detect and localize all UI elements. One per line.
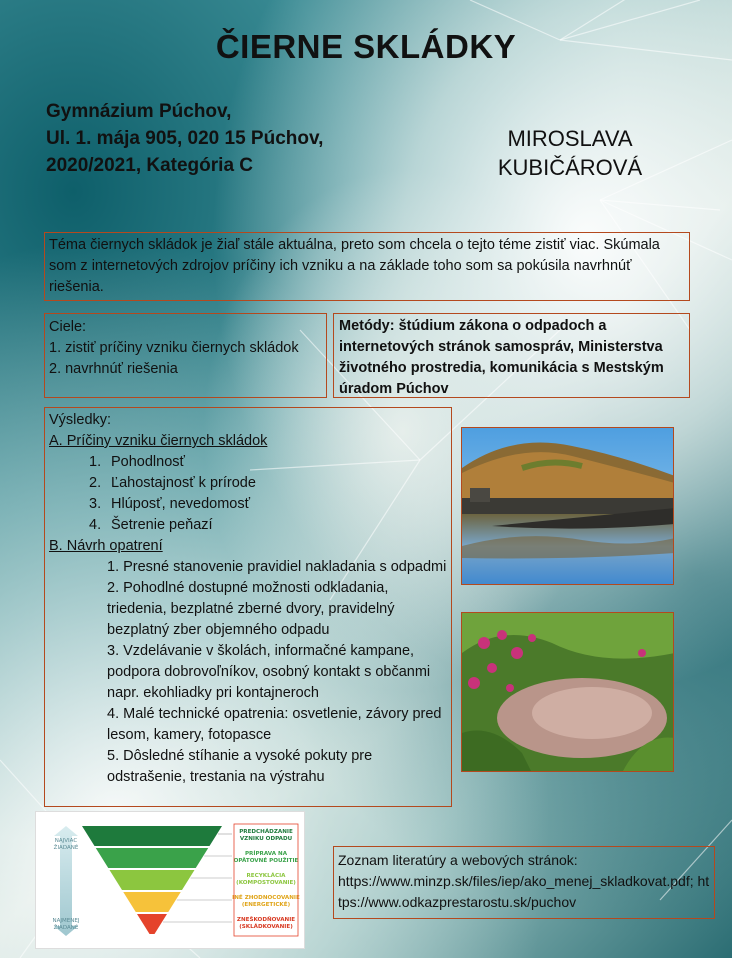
illegal-dump-photo bbox=[461, 612, 674, 772]
pyramid-level-label: (KOMPOSTOVANIE) bbox=[236, 880, 296, 886]
methods-box: Metódy: štúdium zákona o odpadoch a internetových stránok samospráv, Ministerstva životného prostredia, komunikácia s Mestským úradom Púchov bbox=[333, 313, 690, 398]
school-info bbox=[46, 98, 323, 179]
school-line: Gymnázium Púchov, bbox=[46, 101, 232, 122]
pyramid-level-label: (SKLÁDKOVANIE) bbox=[239, 924, 293, 930]
list-item: 3. Hlúposť, nevedomosť bbox=[89, 496, 251, 512]
goals-heading: Ciele: bbox=[49, 319, 87, 335]
pyramid-level-label: PREDCHÁDZANIE bbox=[239, 829, 293, 835]
river-landscape-photo bbox=[461, 427, 674, 585]
pyramid-level bbox=[123, 892, 181, 912]
references-box bbox=[333, 846, 715, 919]
references-heading: Zoznam literatúry a webových stránok: bbox=[338, 852, 578, 868]
pyramid-level-label: INÉ ZHODNOCOVANIE bbox=[232, 895, 300, 901]
author-first-name: MIROSLAVA bbox=[507, 126, 633, 151]
pyramid-level-label: OPÄTOVNÉ POUŽITIE bbox=[233, 858, 299, 864]
goal-item: 2. navrhnúť riešenia bbox=[49, 361, 178, 377]
school-line: Ul. 1. mája 905, 020 15 Púchov, bbox=[46, 128, 324, 149]
arrow-top-label: NAJVIAC bbox=[54, 838, 78, 844]
waste-hierarchy-pyramid bbox=[36, 812, 304, 948]
list-item: 5. Dôsledné stíhanie a vysoké pokuty pre odstrašenie, trestania na výstrahu bbox=[107, 748, 373, 785]
measures-list bbox=[49, 557, 447, 788]
pyramid-level bbox=[96, 848, 209, 868]
causes-heading: A. Príčiny vzniku čiernych skládok bbox=[49, 433, 268, 449]
results-heading: Výsledky: bbox=[49, 412, 112, 428]
arrow-bottom-label: NAJMENEJ bbox=[52, 918, 80, 924]
goals-box bbox=[44, 313, 327, 398]
pyramid-level-label: (ENERGETICKÉ) bbox=[241, 902, 291, 908]
pyramid-level bbox=[82, 826, 222, 846]
intro-box: Téma čiernych skládok je žiaľ stále aktuálna, preto som chcela o tejto téme zistiť viac. Skúmala som z internetových zdrojov príčiny ich vzniku a na základe toho som sa pokúsila navrhnúť riešenia. bbox=[44, 232, 690, 301]
arrow-bottom-label: ŽIADANÉ bbox=[53, 925, 79, 931]
measures-heading: B. Návrh opatrení bbox=[49, 538, 163, 554]
author-last-name: KUBIČÁROVÁ bbox=[497, 155, 643, 180]
page-title: ČIERNE SKLÁDKY bbox=[215, 28, 517, 65]
goal-item: 1. zistiť príčiny vzniku čiernych skládok bbox=[49, 340, 299, 356]
pyramid-level bbox=[137, 914, 167, 934]
author-name bbox=[470, 124, 670, 182]
pyramid-level bbox=[110, 870, 195, 890]
results-box bbox=[44, 407, 452, 807]
list-item: 2. Pohodlné dostupné možnosti odkladania, triedenia, bezplatné zberné dvory, pravidelný bezplatný zber objemného odpadu bbox=[107, 580, 395, 638]
list-item: 4. Šetrenie peňazí bbox=[89, 517, 213, 533]
pyramid-level-label: ZNEŠKODŇOVANIE bbox=[236, 917, 296, 923]
list-item: 2. Ľahostajnosť k prírode bbox=[89, 475, 256, 491]
pyramid-level-label: PRÍPRAVA NA bbox=[244, 851, 288, 857]
arrow-top-label: ŽIADANÉ bbox=[53, 845, 79, 851]
references-links[interactable]: https://www.minzp.sk/files/iep/ako_menej_skladkovat.pdf; https://www.odkazprestarostu.sk/puchov bbox=[338, 873, 710, 910]
list-item: 4. Malé technické opatrenia: osvetlenie, závory pred lesom, kamery, fotopasce bbox=[107, 706, 442, 743]
pyramid-level-label: RECYKLÁCIA bbox=[246, 873, 286, 879]
pyramid-level-label: VZNIKU ODPADU bbox=[239, 836, 293, 842]
list-item: 1. Pohodlnosť bbox=[89, 454, 185, 470]
causes-list bbox=[49, 452, 447, 536]
list-item: 3. Vzdelávanie v školách, informačné kampane, podpora dobrovoľníkov, osobný kontakt s občanmi napr. ekohliadky pri kontajneroch bbox=[107, 643, 431, 701]
list-item: 1. Presné stanovenie pravidiel nakladania s odpadmi bbox=[107, 559, 447, 575]
school-line: 2020/2021, Kategória C bbox=[46, 155, 254, 176]
